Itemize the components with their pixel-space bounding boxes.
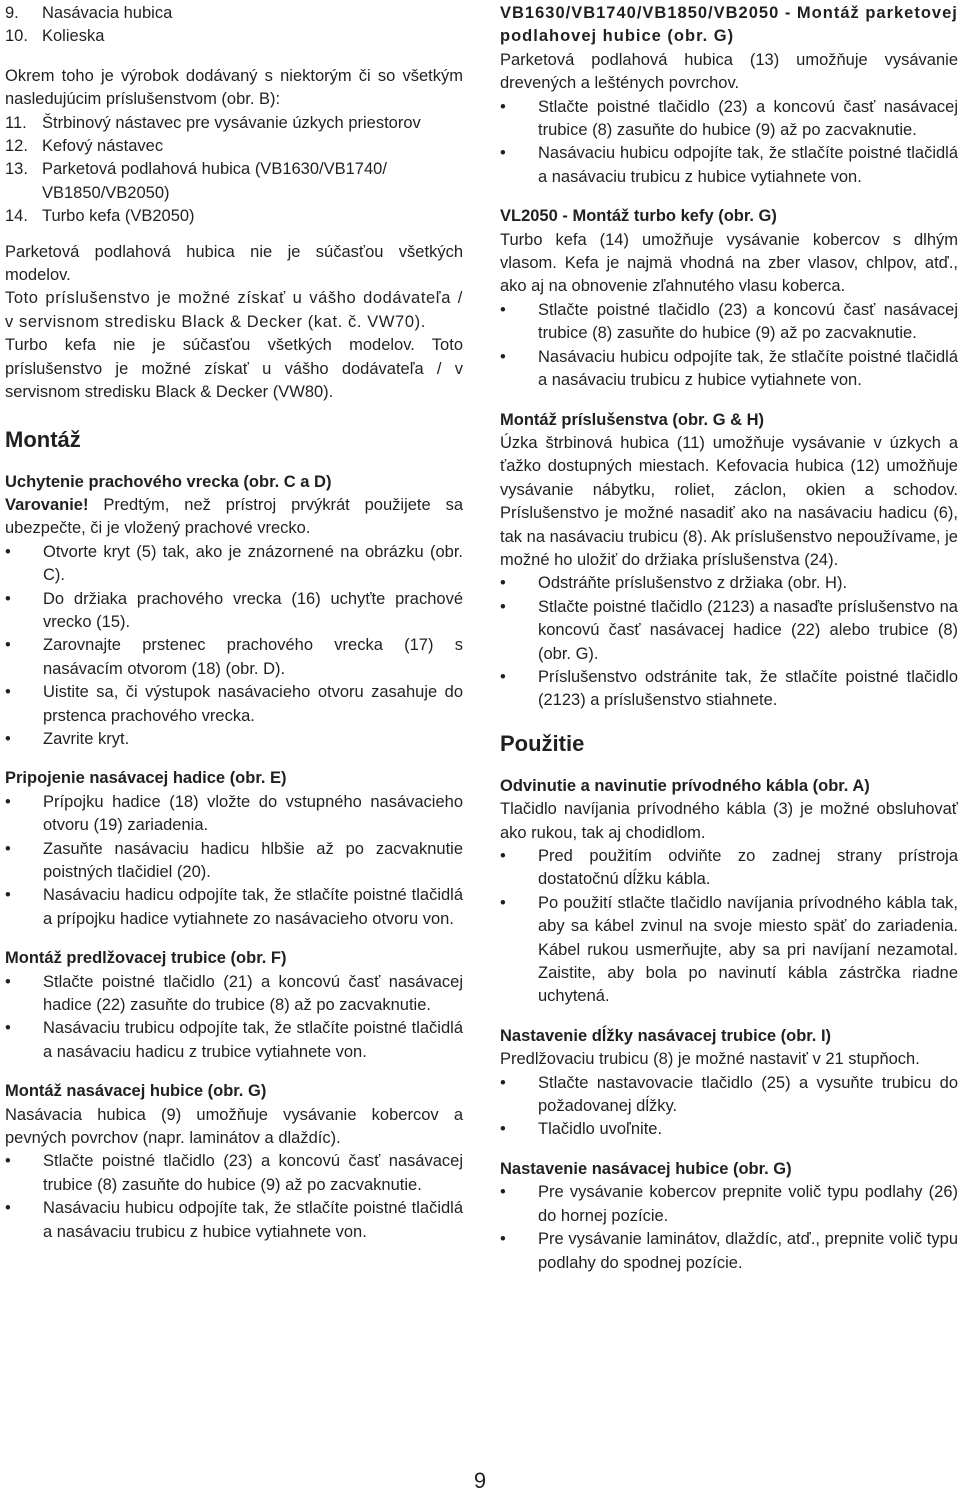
section-title: Použitie xyxy=(500,730,585,756)
list-item: • Nasávaciu hubicu odpojíte tak, že stlačíte poistné tlačidlá a nasávaciu trubicu z hubice vytiahnete von. xyxy=(500,347,958,390)
bullet-list xyxy=(500,1181,958,1275)
warning-label: Varovanie! xyxy=(5,495,89,514)
list-item: 11. Štrbinový nástavec pre vysávanie úzkych priestorov xyxy=(5,113,421,132)
right-column xyxy=(500,2,958,1275)
bullet-list xyxy=(500,845,958,1009)
paragraph: Predlžovaciu trubicu (8) je možné nastaviť v 21 stupňoch. xyxy=(500,1050,920,1069)
list-item: • Stlačte poistné tlačidlo (23) a koncovú časť nasávacej trubice (8) zasuňte do hubice (9) až po zacvaknutie. xyxy=(500,300,958,343)
subsection-title: Odvinutie a navinutie prívodného kábla (obr. A) xyxy=(500,776,870,795)
paragraph: Tlačidlo navíjania prívodného kábla (3) je možné obsluhovať ako rukou, tak aj chodidlom. xyxy=(500,800,958,842)
list-item: • Prípojku hadice (18) vložte do vstupného nasávacieho otvoru (19) zariadenia. xyxy=(5,792,463,835)
accessories-intro: Okrem toho je výrobok dodávaný s niektorým či so všetkým nasledujúcim príslušenstvom (obr. B): xyxy=(5,66,463,109)
list-item: • Nasávaciu hubicu odpojíte tak, že stlačíte poistné tlačidlá a nasávaciu trubicu z hubice vytiahnete von. xyxy=(500,144,958,186)
paragraph: Turbo kefa (14) umožňuje vysávanie kobercov s dlhým vlasom. Kefa je najmä vhodná na zber vlasov, chlpov, atď., ako aj na obnovenie zľahnutého vlasu koberca. xyxy=(500,230,958,296)
bullet-list xyxy=(5,1150,463,1244)
list-item: • Pre vysávanie laminátov, dlaždíc, atď., prepnite volič typu podlahy do spodnej pozície. xyxy=(500,1230,958,1272)
subsection-title: Uchytenie prachového vrecka (obr. C a D) xyxy=(5,472,332,491)
list-item: • Nasávaciu hadicu odpojíte tak, že stlačíte poistné tlačidlá a prípojku hadice vytiahnete zo nasávacieho otvoru von. xyxy=(5,886,463,928)
list-item: • Uistite sa, či výstupok nasávacieho otvoru zasahuje do prstenca prachového vrecka. xyxy=(5,683,463,725)
list-item: • Pred použitím odviňte zo zadnej strany prístroja dostatočnú dĺžku kábla. xyxy=(500,847,958,889)
list-item: • Zasuňte nasávaciu hadicu hlbšie až po zacvaknutie poistných tlačidiel (20). xyxy=(5,839,463,881)
warning-paragraph: Varovanie! Predtým, než prístroj prvýkrát použijete sa ubezpečte, či je vložený prachové vrecko. xyxy=(5,495,463,538)
list-item: • Nasávaciu trubicu odpojíte tak, že stlačíte poistné tlačidlá a nasávaciu hadicu z trubice vytiahnete von. xyxy=(5,1019,463,1061)
list-item: • Odstráňte príslušenstvo z držiaka (obr. H). xyxy=(500,574,848,593)
bullet-list xyxy=(500,572,958,712)
subsection-title: VL2050 - Montáž turbo kefy (obr. G) xyxy=(500,207,777,226)
list-item: • Tlačidlo uvoľnite. xyxy=(500,1120,663,1139)
list-item: 9. Nasávacia hubica xyxy=(5,4,173,22)
list-item: • Po použití stlačte tlačidlo navíjania prívodného kábla tak, aby sa kábel zvinul na svoje miesto späť do zariadenia. Kábel rukou usmerňujte, aby sa pri navíjaní nezamotal. Zaistite, aby bola po navinutí kábla zástrčka riadne uchytená. xyxy=(500,893,958,1006)
bullet-list xyxy=(500,299,958,393)
list-item: • Zarovnajte prstenec prachového vrecka (17) s nasávacím otvorom (18) (obr. D). xyxy=(5,636,463,678)
bullet-list xyxy=(500,1072,958,1142)
list-item: • Stlačte poistné tlačidlo (23) a koncovú časť nasávacej trubice (8) zasuňte do hubice (9) až po zacvaknutie. xyxy=(500,97,958,140)
list-item: • Stlačte poistné tlačidlo (2123) a nasaďte príslušenstvo na koncovú časť nasávacej hadice (22) alebo trubice (8) (obr. G). xyxy=(500,597,958,663)
list-item: • Pre vysávanie kobercov prepnite volič typu podlahy (26) do hornej pozície. xyxy=(500,1183,958,1225)
subsection-title: Nastavenie dĺžky nasávacej trubice (obr. I) xyxy=(500,1026,832,1045)
subsection-title: Nastavenie nasávacej hubice (obr. G) xyxy=(500,1159,792,1178)
left-column xyxy=(5,2,463,1244)
subsection-title: Montáž predlžovacej trubice (obr. F) xyxy=(5,949,287,968)
bullet-list xyxy=(5,541,463,752)
list-item: • Otvorte kryt (5) tak, ako je znázornené na obrázku (obr. C). xyxy=(5,542,463,585)
section-title: Montáž xyxy=(5,426,81,452)
paragraph: Nasávacia hubica (9) umožňuje vysávanie kobercov a pevných povrchov (napr. laminátov a dlaždíc). xyxy=(5,1105,463,1148)
paragraph: Turbo kefa nie je súčasťou všetkých modelov. Toto príslušenstvo je možné získať u vášho dodávateľa / v servisnom stredisku Black & Decker (VW80). xyxy=(5,336,463,402)
paragraph: Úzka štrbinová hubica (11) umožňuje vysávanie v úzkych a ťažko dostupných miestach. Kefovacia hubica (12) umožňuje vysávanie nábytku, roliet, záclon, okien a schodov. Príslušenstvo je možné nasadiť ako na nasávaciu hadicu (6), tak na nasávaciu trubicu (8). Ak príslušenstvo nepoužívame, je možné ho uložiť do držiaka príslušenstva (24). xyxy=(500,433,958,569)
list-item: 14. Turbo kefa (VB2050) xyxy=(5,207,195,226)
bullet-list xyxy=(5,971,463,1065)
paragraph: Toto príslušenstvo je možné získať u vášho dodávateľa / v servisnom stredisku Black & Decker (kat. č. VW70). xyxy=(5,289,463,331)
list-item: • Stlačte poistné tlačidlo (23) a koncovú časť nasávacej trubice (8) zasuňte do hubice (9) až po zacvaknutie. xyxy=(5,1152,463,1194)
list-item: 12. Kefový nástavec xyxy=(5,137,164,156)
list-item: • Stlačte nastavovacie tlačidlo (25) a vysuňte trubicu do požadovanej dĺžky. xyxy=(500,1073,958,1116)
subsection-title: Pripojenie nasávacej hadice (obr. E) xyxy=(5,769,287,788)
list-item: • Stlačte poistné tlačidlo (21) a koncovú časť nasávacej hadice (22) zasuňte do trubice (8) až po zacvaknutie. xyxy=(5,972,463,1015)
list-item: 13. Parketová podlahová hubica (VB1630/VB1740/ VB1850/VB2050) xyxy=(5,160,387,202)
paragraph: Parketová podlahová hubica nie je súčasťou všetkých modelov. xyxy=(5,242,463,285)
list-item: 10. Kolieska xyxy=(5,27,105,46)
subsection-title: VB1630/VB1740/VB1850/VB2050 - Montáž parketovej podlahovej hubice (obr. G) xyxy=(500,4,958,46)
paragraph: Parketová podlahová hubica (13) umožňuje vysávanie drevených a lešténych povrchov. xyxy=(500,50,958,93)
bullet-list xyxy=(5,791,463,931)
bullet-list xyxy=(500,96,958,190)
list-item: • Zavrite kryt. xyxy=(5,729,130,748)
list-item: • Do držiaka prachového vrecka (16) uchyťte prachové vrecko (15). xyxy=(5,589,463,631)
list-item: • Nasávaciu hubicu odpojíte tak, že stlačíte poistné tlačidlá a nasávaciu trubicu z hubice vytiahnete von. xyxy=(5,1199,463,1241)
subsection-title: Montáž príslušenstva (obr. G & H) xyxy=(500,410,765,429)
list-item: • Príslušenstvo odstránite tak, že stlačíte poistné tlačidlo (2123) a príslušenstvo stiahnete. xyxy=(500,667,958,710)
subsection-title: Montáž nasávacej hubice (obr. G) xyxy=(5,1082,267,1101)
page-number: 9 xyxy=(473,1468,487,1493)
